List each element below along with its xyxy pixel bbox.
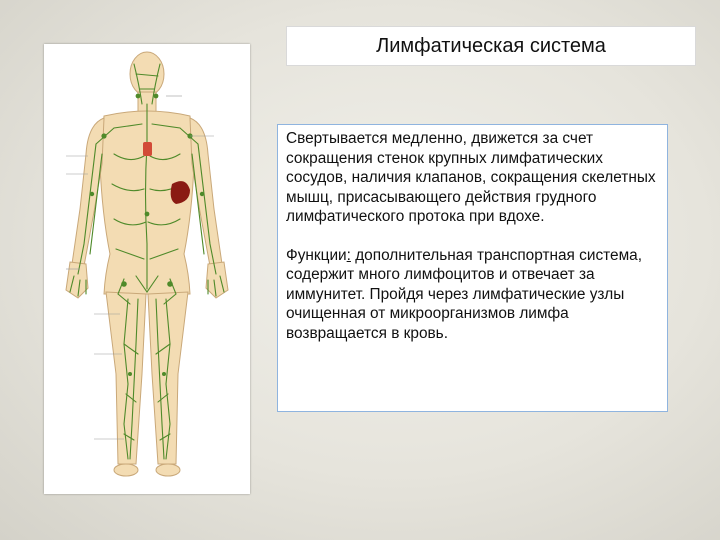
right-foot bbox=[156, 464, 180, 476]
lymph-node bbox=[167, 281, 173, 287]
functions-label: Функции bbox=[286, 246, 347, 264]
paragraph-movement: Свертывается медленно, движется за счет сокращения стенок крупных лимфатических сосудов, наличия клапанов, сокращения скелетных мышц, присасывающего действия грудного лимфатического протока при вдохе. bbox=[286, 130, 656, 225]
lymph-node bbox=[128, 372, 132, 376]
lymphatic-vessels bbox=[70, 64, 224, 459]
left-arm bbox=[72, 118, 104, 266]
right-hand bbox=[206, 262, 228, 298]
lymph-node bbox=[154, 94, 159, 99]
lymph-node bbox=[121, 281, 127, 287]
paragraph-functions bbox=[286, 246, 659, 344]
slide-title bbox=[286, 26, 696, 66]
lymph-node bbox=[136, 94, 141, 99]
left-hand bbox=[66, 262, 88, 298]
lymphatic-system-illustration bbox=[44, 44, 250, 494]
lymph-node bbox=[200, 192, 204, 196]
lymph-node bbox=[162, 372, 166, 376]
left-foot bbox=[114, 464, 138, 476]
thymus-heart-area bbox=[143, 142, 152, 156]
lymph-node bbox=[90, 192, 94, 196]
slide-title-text: Лимфатическая система bbox=[376, 34, 606, 57]
lymph-node bbox=[101, 133, 106, 138]
functions-text: дополнительная транспортная система, содержит много лимфоцитов и отвечает за иммунитет. Пройдя через лимфатические узлы очищенная от микроорганизмов лимфа возвращается в кровь. bbox=[286, 246, 642, 342]
lymph-node bbox=[145, 212, 150, 217]
body-figure-svg bbox=[44, 44, 250, 494]
right-arm bbox=[190, 118, 222, 266]
description-text-box bbox=[277, 124, 668, 412]
functions-colon: : bbox=[346, 246, 351, 264]
